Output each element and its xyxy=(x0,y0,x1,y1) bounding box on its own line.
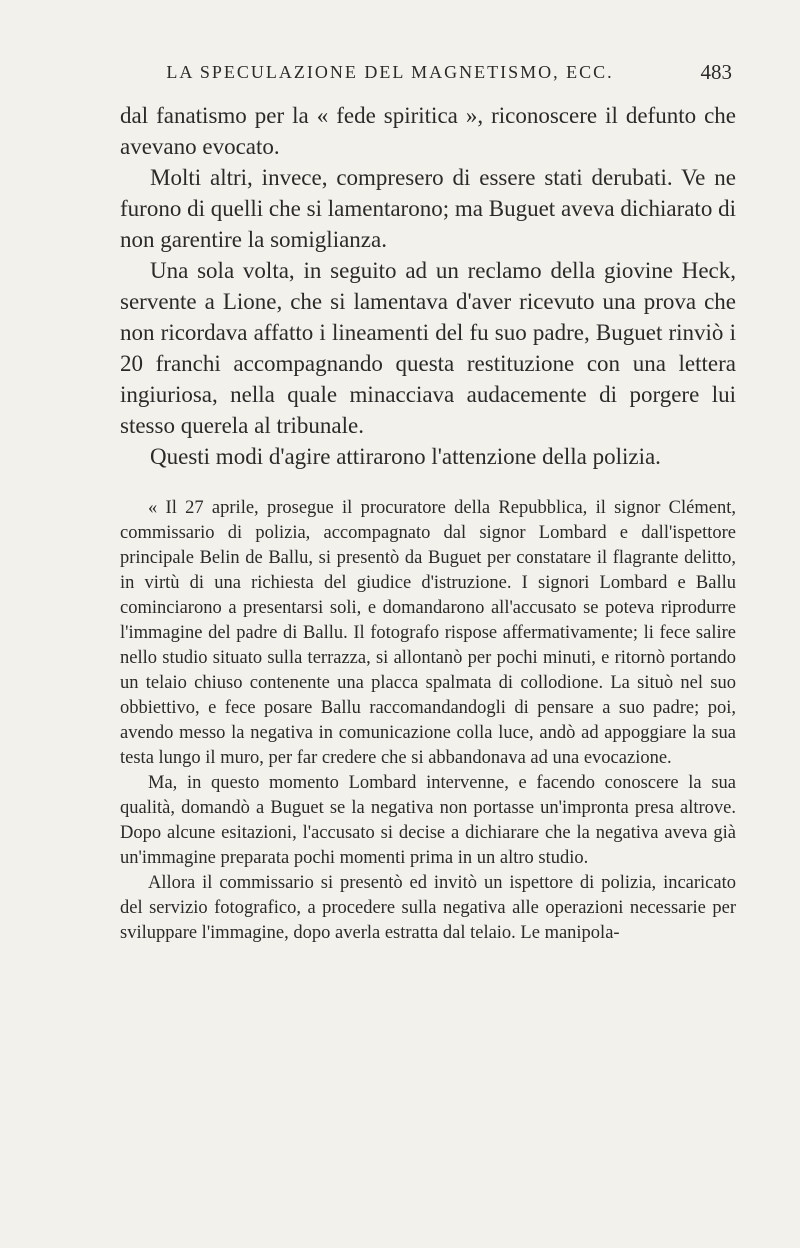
running-title: LA SPECULAZIONE DEL MAGNETISMO, ECC. xyxy=(166,62,614,82)
quote-paragraph: Ma, in questo momento Lombard intervenne, e facendo conoscere la sua qualità, domandò a Buguet se la negativa non portasse un'impronta presa altrove. Dopo alcune esitazioni, l'accusato si decise a dichiarare che la negativa aveva già un'immagine preparata pochi momenti prima in un altro studio. xyxy=(120,773,736,868)
paragraph: Molti altri, invece, compresero di essere stati derubati. Ve ne furono di quelli che si lamentarono; ma Buguet aveva dichiarato di non garentire la somiglianza. xyxy=(120,165,736,252)
quote-paragraph: « Il 27 aprile, prosegue il procuratore della Repubblica, il signor Clément, commissario di polizia, accompagnato dal signor Lombard e dall'ispettore principale Belin de Ballu, si presentò da Buguet per constatare il flagrante delitto, in virtù di una richiesta del giudice d'istruzione. I signori Lombard e Ballu cominciarono a presentarsi soli, e domandarono all'accusato se poteva riprodurre l'immagine del padre di Ballu. Il fotografo rispose affermativamente; li fece salire nello studio situato sulla terrazza, si allontanò per pochi minuti, e ritornò portando un telaio chiuso contenente una placca spalmata di collodione. La situò nel suo obbiettivo, e fece posare Ballu raccomandandogli di pensare a suo padre; poi, avendo messo la negativa in comunicazione colla luce, andò ad appoggiare la sua testa lungo il muro, per far credere che si abbandonava ad una evocazione. xyxy=(120,498,736,768)
quote-paragraph: Allora il commissario si presentò ed invitò un ispettore di polizia, incaricato del servizio fotografico, a procedere sulla negativa alle operazioni necessarie per sviluppare l'immagine, dopo averla estratta dal telaio. Le manipola- xyxy=(120,873,736,943)
page-body xyxy=(120,100,736,946)
paragraph: dal fanatismo per la « fede spiritica », riconoscere il defunto che avevano evocato. xyxy=(120,103,736,159)
running-head xyxy=(118,62,732,90)
page-number: 483 xyxy=(700,60,732,84)
quoted-report xyxy=(120,496,736,946)
main-text xyxy=(120,100,736,472)
paragraph: Questi modi d'agire attirarono l'attenzione della polizia. xyxy=(150,444,661,469)
paragraph: Una sola volta, in seguito ad un reclamo della giovine Heck, servente a Lione, che si lamentava d'aver ricevuto una prova che non ricordava affatto i lineamenti del fu suo padre, Buguet rinviò i 20 franchi accompagnando questa restituzione con una lettera ingiuriosa, nella quale minacciava audacemente di porgere lui stesso querela al tribunale. xyxy=(120,258,736,438)
